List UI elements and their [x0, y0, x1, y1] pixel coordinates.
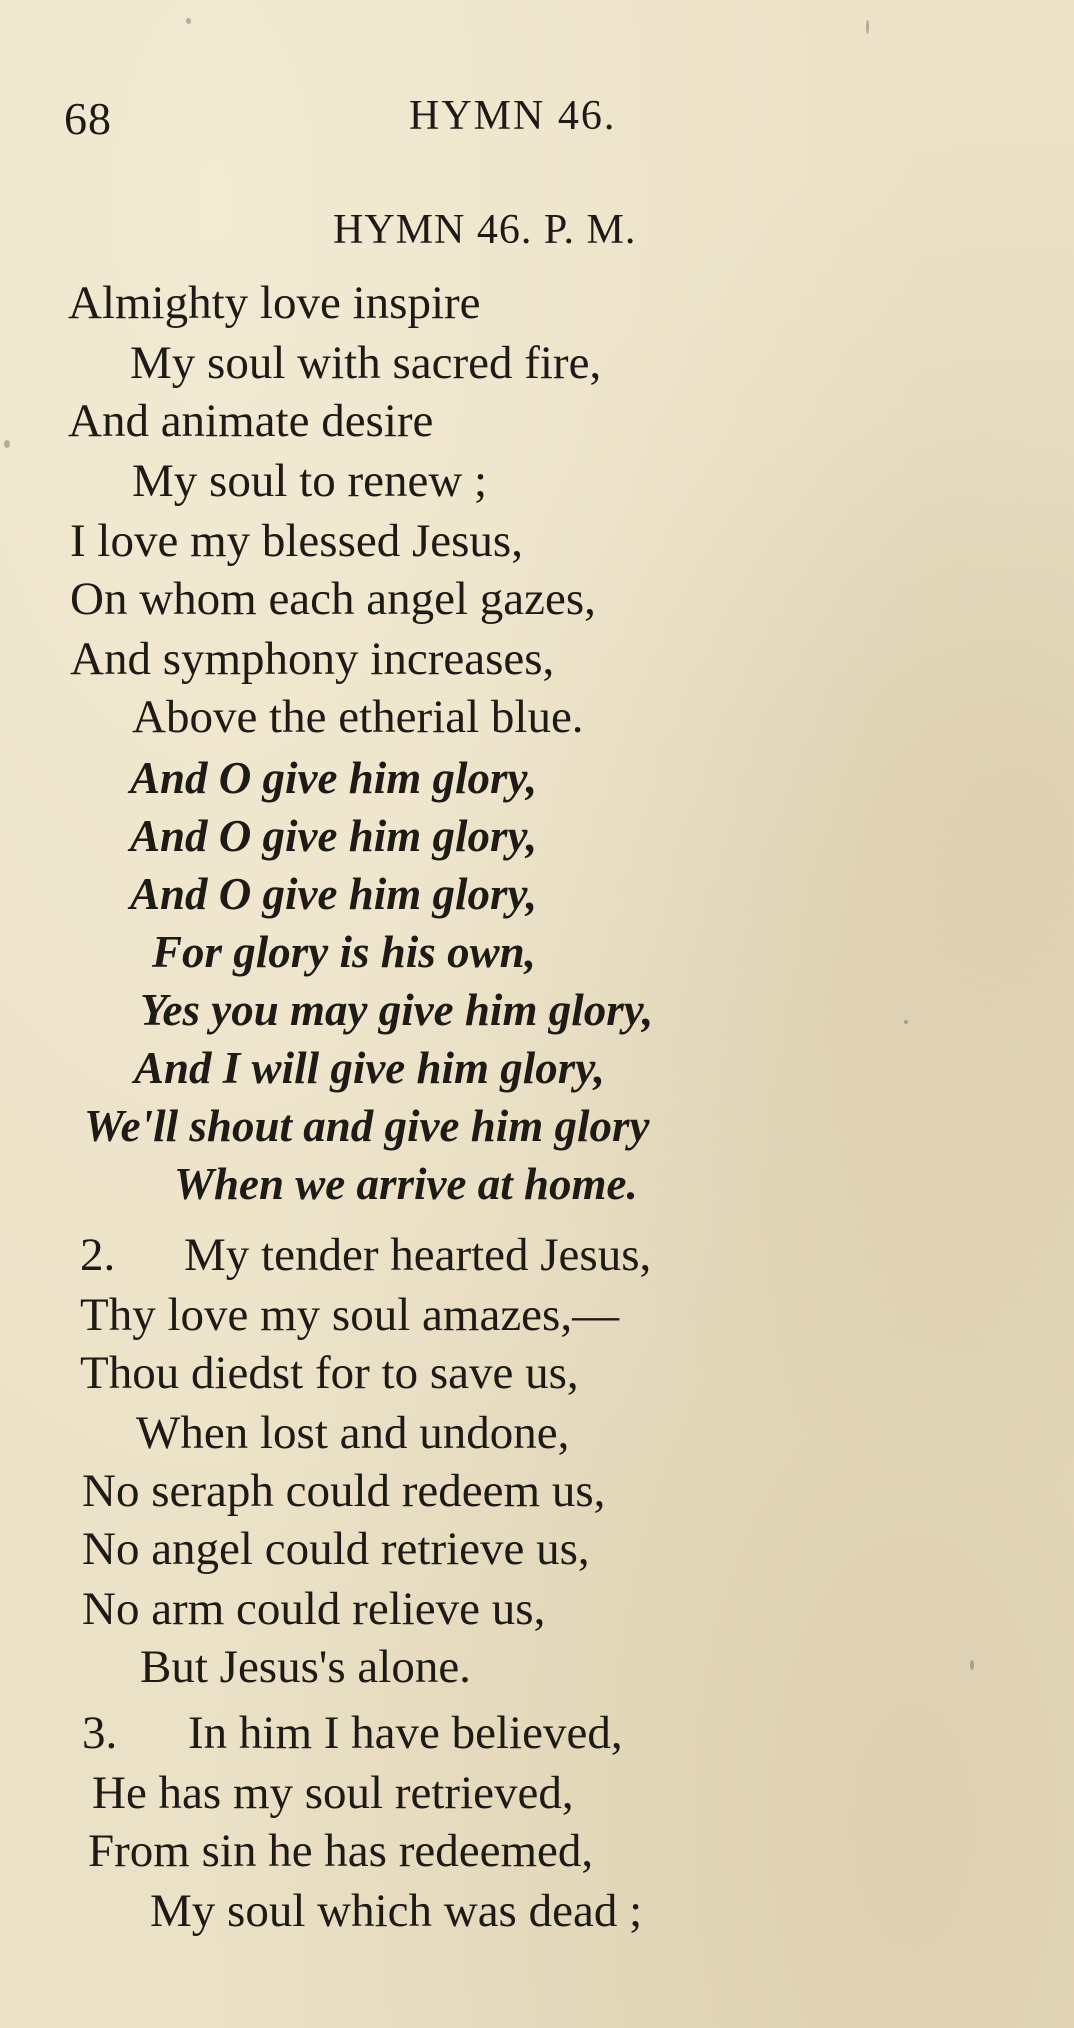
verse-line: My soul to renew ; — [132, 455, 488, 507]
verse-line: My soul which was dead ; — [150, 1885, 643, 1937]
hymn-title: HYMN 46. P. M. — [333, 207, 637, 253]
chorus-line: And O give him glory, — [130, 753, 538, 803]
verse-line: Almighty love inspire — [68, 277, 481, 329]
chorus-line: Yes you may give him glory, — [140, 985, 654, 1035]
verse-line: My soul with sacred fire, — [130, 337, 602, 389]
verse-line: When lost and undone, — [136, 1407, 570, 1459]
verse-line: And animate desire — [68, 395, 434, 447]
paper-speck — [186, 18, 191, 24]
verse-line: Thou diedst for to save us, — [80, 1347, 579, 1399]
chorus-line: For glory is his own, — [152, 927, 536, 977]
verse-line: No angel could retrieve us, — [82, 1523, 590, 1575]
stanza-number: 3. — [82, 1707, 118, 1759]
paper-speck — [866, 20, 869, 34]
verse-line: In him I have believed, — [188, 1707, 623, 1759]
stanza-number: 2. — [80, 1229, 116, 1281]
verse-line: From sin he has redeemed, — [88, 1825, 594, 1877]
page-number: 68 — [64, 93, 112, 144]
chorus-line: We'll shout and give him glory — [84, 1101, 650, 1151]
verse-line: He has my soul retrieved, — [92, 1767, 574, 1819]
paper-speck — [4, 440, 10, 448]
chorus-line: And O give him glory, — [130, 811, 538, 861]
verse-line: Thy love my soul amazes,— — [80, 1289, 620, 1341]
verse-line: No seraph could redeem us, — [82, 1465, 606, 1517]
verse-line: And symphony increases, — [70, 633, 555, 685]
verse-line: No arm could relieve us, — [82, 1583, 546, 1635]
running-title: HYMN 46. — [409, 93, 617, 139]
verse-line: I love my blessed Jesus, — [70, 515, 523, 567]
verse-line: Above the etherial blue. — [132, 691, 584, 743]
verse-line: But Jesus's alone. — [140, 1641, 471, 1693]
verse-line: My tender hearted Jesus, — [184, 1229, 652, 1281]
running-head — [64, 92, 704, 152]
paper-speck — [904, 1020, 908, 1024]
verse-line: On whom each angel gazes, — [70, 573, 596, 625]
chorus-line: When we arrive at home. — [174, 1159, 638, 1209]
paper-speck — [970, 1660, 974, 1670]
chorus-line: And I will give him glory, — [134, 1043, 605, 1093]
chorus-line: And O give him glory, — [130, 869, 538, 919]
